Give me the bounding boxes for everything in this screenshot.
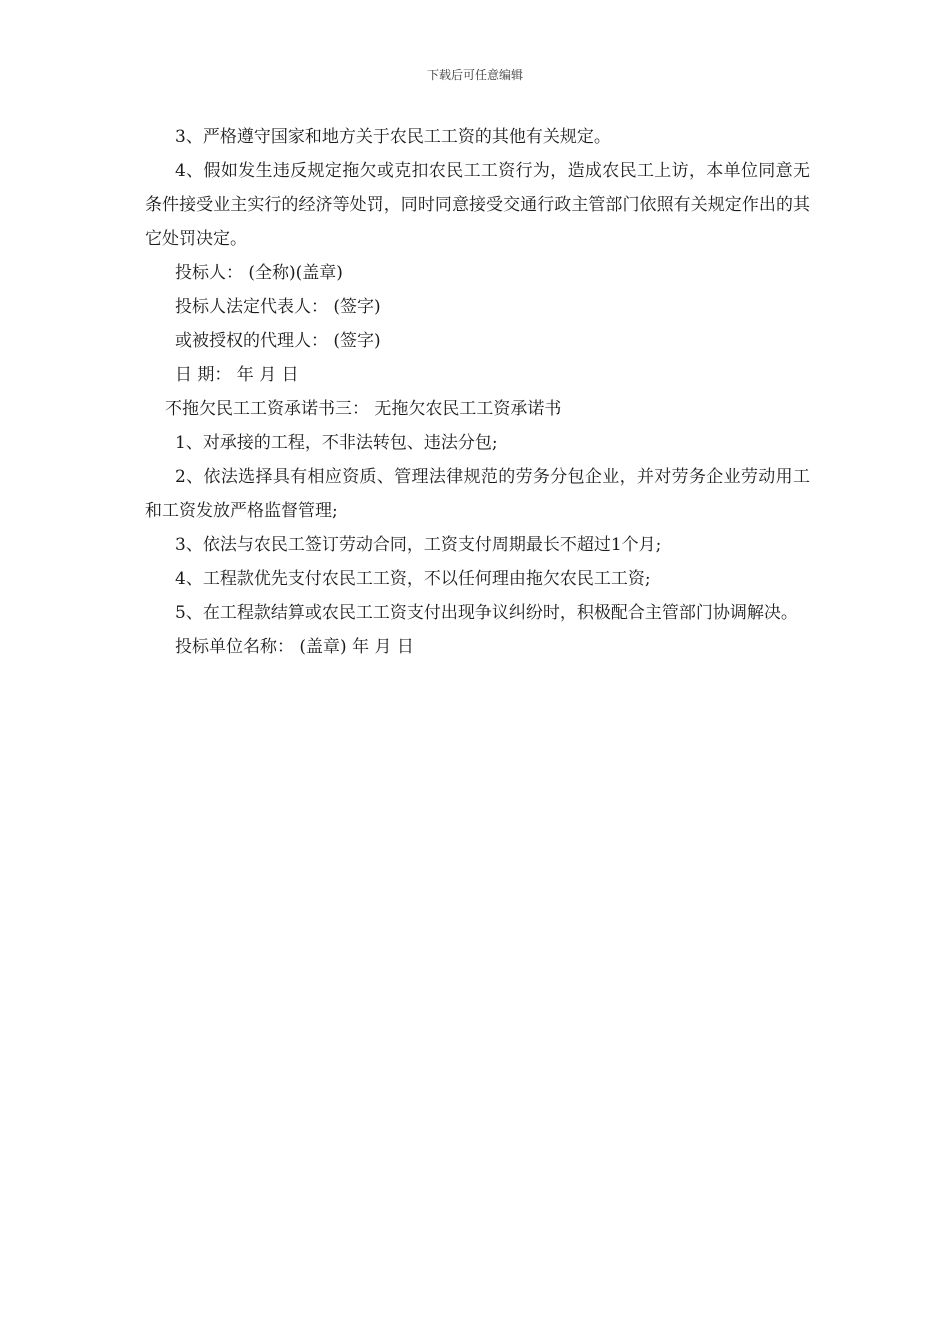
pledge-item-4: 4、工程款优先支付农民工工资，不以任何理由拖欠农民工工资; xyxy=(175,569,651,589)
page-header: 下载后可任意编辑 xyxy=(426,68,523,82)
pledge-item-2: 2、依法选择具有相应资质、管理法律规范的劳务分包企业，并对劳务企业劳动用工和工资发放严格监督管理; xyxy=(145,467,810,521)
authorized-agent-line: 或被授权的代理人： (签字) xyxy=(175,331,381,351)
clause-4-paragraph: 4、假如发生违反规定拖欠或克扣农民工工资行为，造成农民工上访，本单位同意无条件接受业主实行的经济等处罚，同时同意接受交通行政主管部门依照有关规定作出的其它处罚决定。 xyxy=(145,161,810,249)
bidding-unit-signature-line: 投标单位名称： (盖章) 年 月 日 xyxy=(175,637,414,657)
clause-3-paragraph: 3、严格遵守国家和地方关于农民工工资的其他有关规定。 xyxy=(175,127,611,147)
bidder-signature-line: 投标人： (全称)(盖章) xyxy=(175,263,343,283)
pledge-item-3: 3、依法与农民工签订劳动合同，工资支付周期最长不超过1个月; xyxy=(175,535,662,555)
pledge-item-1: 1、对承接的工程，不非法转包、违法分包; xyxy=(175,433,498,453)
document-body xyxy=(145,120,810,664)
pledge-item-5: 5、在工程款结算或农民工工资支付出现争议纠纷时，积极配合主管部门协调解决。 xyxy=(175,603,798,623)
section-heading: 不拖欠民工工资承诺书三： 无拖欠农民工工资承诺书 xyxy=(165,399,562,419)
date-line: 日 期： 年 月 日 xyxy=(175,365,299,385)
legal-representative-line: 投标人法定代表人： (签字) xyxy=(175,297,381,317)
